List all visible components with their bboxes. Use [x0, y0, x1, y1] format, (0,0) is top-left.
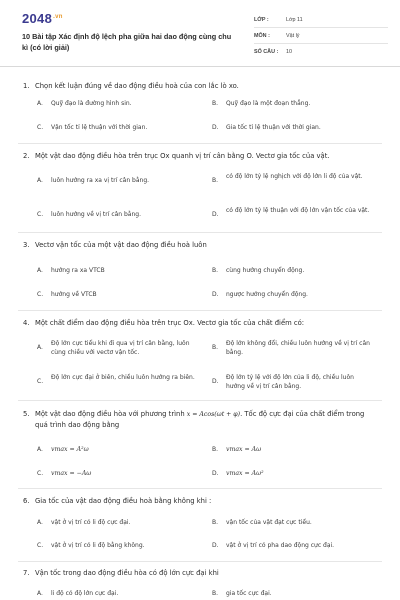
option-text: có độ lớn tỷ lệ nghịch với độ lớn li độ của vật. [226, 173, 363, 180]
option-letter: A. [37, 590, 43, 597]
option-text: Độ lớn cực đại ở biên, chiều luôn hướng ra biên. [51, 374, 195, 381]
option-text: Quỹ đạo là đường hình sin. [51, 100, 132, 107]
meta-value: 10 [286, 48, 292, 55]
option-letter: B. [212, 344, 219, 351]
option-letter: C. [37, 470, 44, 477]
option-text: luôn hướng ra xa vị trí cân bằng. [51, 177, 150, 184]
question-5-option-b[interactable] [212, 445, 372, 454]
meta-key: MÔN : [254, 32, 270, 39]
logo-suffix: .vn [53, 13, 63, 20]
option-text: Gia tốc tỉ lệ thuận với thời gian. [226, 124, 321, 131]
option-letter: C. [37, 211, 44, 218]
option-text: vận tốc của vật đạt cực tiểu. [226, 519, 312, 526]
question-divider [18, 561, 382, 562]
option-text: luôn hướng về vị trí cân bằng. [51, 211, 142, 218]
question-1-option-d[interactable] [212, 123, 372, 132]
question-divider [18, 488, 382, 489]
question-number: 4. [23, 319, 30, 327]
question-2-option-d[interactable] [212, 206, 372, 219]
option-text: hướng về VTCB [51, 291, 97, 298]
option-text: Quỹ đạo là một đoạn thẳng. [226, 100, 311, 107]
option-letter: B. [212, 590, 219, 597]
option-formula: vmax = Aω [226, 446, 262, 453]
question-text: Chọn kết luận đúng về dao động điều hoà của con lắc lò xo. [35, 82, 239, 90]
meta-value: Vật lý [286, 32, 300, 39]
question-4-option-d[interactable] [212, 373, 372, 391]
question-number: 3. [23, 241, 30, 249]
option-letter: B. [212, 177, 219, 184]
option-text: Độ lớn cực tiểu khi đi qua vị trí cân bằng, luôn cùng chiều với vectơ vận tốc. [51, 340, 190, 356]
meta-row-count [254, 44, 388, 59]
option-letter: A. [37, 519, 43, 526]
question-3-option-c[interactable] [37, 290, 197, 299]
equation: x = Acos(ωt + φ) [186, 411, 241, 418]
option-letter: A. [37, 344, 43, 351]
option-text: ngược hướng chuyển động. [226, 291, 308, 298]
question-5-option-a[interactable] [37, 445, 197, 454]
question-2-option-c[interactable] [37, 210, 197, 219]
question-divider [18, 143, 382, 144]
question-text: Một vật dao động điều hòa trên trục Ox quanh vị trí cân bằng O. Vectơ gia tốc của vật. [35, 152, 330, 160]
question-divider [18, 310, 382, 311]
option-letter: B. [212, 100, 219, 107]
option-letter: B. [212, 267, 219, 274]
question-text: Gia tốc của vật dao động điều hoà bằng không khi : [35, 497, 212, 505]
question-6-stem [23, 496, 368, 506]
option-letter: C. [37, 124, 44, 131]
document-title: 10 Bài tập Xác định độ lệch pha giữa hai dao động cùng chu kì (có lời giải) [22, 32, 232, 52]
option-text: hướng ra xa VTCB [51, 267, 105, 274]
question-4-option-c[interactable] [37, 373, 199, 386]
option-letter: A. [37, 267, 43, 274]
option-text: có độ lớn tỷ lệ thuận với độ lớn vận tốc của vật. [226, 207, 370, 214]
site-logo[interactable] [22, 11, 63, 26]
question-number: 5. [23, 410, 30, 418]
option-text: vật ở vị trí có pha dao động cực đại. [226, 542, 335, 549]
option-formula: vmax = −Aω [51, 470, 92, 477]
option-letter: C. [37, 378, 44, 385]
meta-key: SỐ CÂU : [254, 48, 279, 55]
meta-row-grade [254, 12, 388, 28]
question-2-option-b[interactable] [212, 172, 372, 185]
question-1-option-b[interactable] [212, 99, 372, 108]
question-4-option-a[interactable] [37, 339, 199, 357]
option-letter: C. [37, 291, 44, 298]
question-1-stem [23, 81, 368, 91]
question-text-part: Một vật dao động điều hòa với phương trình [35, 410, 185, 418]
question-5-option-d[interactable] [212, 469, 372, 478]
question-4-stem [23, 318, 368, 328]
meta-value: Lớp 11 [286, 16, 303, 23]
option-text: vật ở vị trí có li độ cực đại. [51, 519, 131, 526]
option-text: li độ có độ lớn cực đại. [51, 590, 119, 597]
option-formula: vmax = Aω² [226, 470, 264, 477]
question-3-stem [23, 240, 368, 250]
option-text: cùng hướng chuyển động. [226, 267, 305, 274]
question-divider [18, 400, 382, 401]
option-letter: D. [212, 470, 219, 477]
option-text: vật ở vị trí có li độ bằng không. [51, 542, 145, 549]
option-text: Vận tốc tỉ lệ thuận với thời gian. [51, 124, 148, 131]
question-3-option-a[interactable] [37, 266, 197, 275]
meta-table [254, 12, 388, 59]
question-6-option-d[interactable] [212, 541, 372, 550]
option-letter: B. [212, 446, 219, 453]
question-3-option-b[interactable] [212, 266, 372, 275]
question-7-option-b[interactable] [212, 589, 372, 598]
meta-key: LỚP : [254, 16, 269, 23]
question-text: Vận tốc trong dao động điều hòa có độ lớn cực đại khi [35, 569, 219, 577]
question-5-option-c[interactable] [37, 469, 197, 478]
option-letter: A. [37, 100, 43, 107]
option-text: Độ lớn không đổi, chiều luôn hướng về vị trí cân bằng. [226, 340, 370, 356]
question-6-option-a[interactable] [37, 518, 197, 527]
option-letter: D. [212, 542, 219, 549]
option-letter: D. [212, 124, 219, 131]
option-letter: A. [37, 177, 43, 184]
question-6-option-c[interactable] [37, 541, 197, 550]
question-2-option-a[interactable] [37, 176, 197, 185]
option-letter: B. [212, 519, 219, 526]
question-4-option-b[interactable] [212, 339, 372, 357]
question-text: Vectơ vận tốc của một vật dao động điều hoà luôn [35, 241, 207, 249]
document-header [0, 0, 400, 67]
question-number: 7. [23, 569, 30, 577]
question-number: 1. [23, 82, 30, 90]
option-text: Độ lớn tỷ lệ với độ lớn của li độ, chiều luôn hướng về vị trí cân bằng. [226, 374, 354, 390]
option-letter: D. [212, 378, 219, 385]
question-divider [18, 232, 382, 233]
question-1-option-a[interactable] [37, 99, 197, 108]
question-number: 6. [23, 497, 30, 505]
question-2-stem [23, 151, 368, 161]
question-7-stem [23, 568, 368, 578]
question-7-option-a[interactable] [37, 589, 197, 598]
question-3-option-d[interactable] [212, 290, 372, 299]
option-letter: C. [37, 542, 44, 549]
question-6-option-b[interactable] [212, 518, 372, 527]
option-letter: A. [37, 446, 43, 453]
question-1-option-c[interactable] [37, 123, 197, 132]
question-number: 2. [23, 152, 30, 160]
logo-text: 2048 [22, 11, 53, 26]
option-text: gia tốc cực đại. [226, 590, 272, 597]
question-text: Một chất điểm dao động điều hòa trên trục Ox. Vectơ gia tốc của chất điểm có: [35, 319, 305, 327]
option-formula: vmax = A²ω [51, 446, 89, 453]
question-text [35, 409, 368, 430]
option-letter: D. [212, 291, 219, 298]
question-text-part: . Tốc độ cực đại của chất điểm trong quá trình dao động bằng [35, 410, 365, 429]
option-letter: D. [212, 211, 219, 218]
question-5-stem [23, 409, 368, 430]
meta-row-subject [254, 28, 388, 44]
